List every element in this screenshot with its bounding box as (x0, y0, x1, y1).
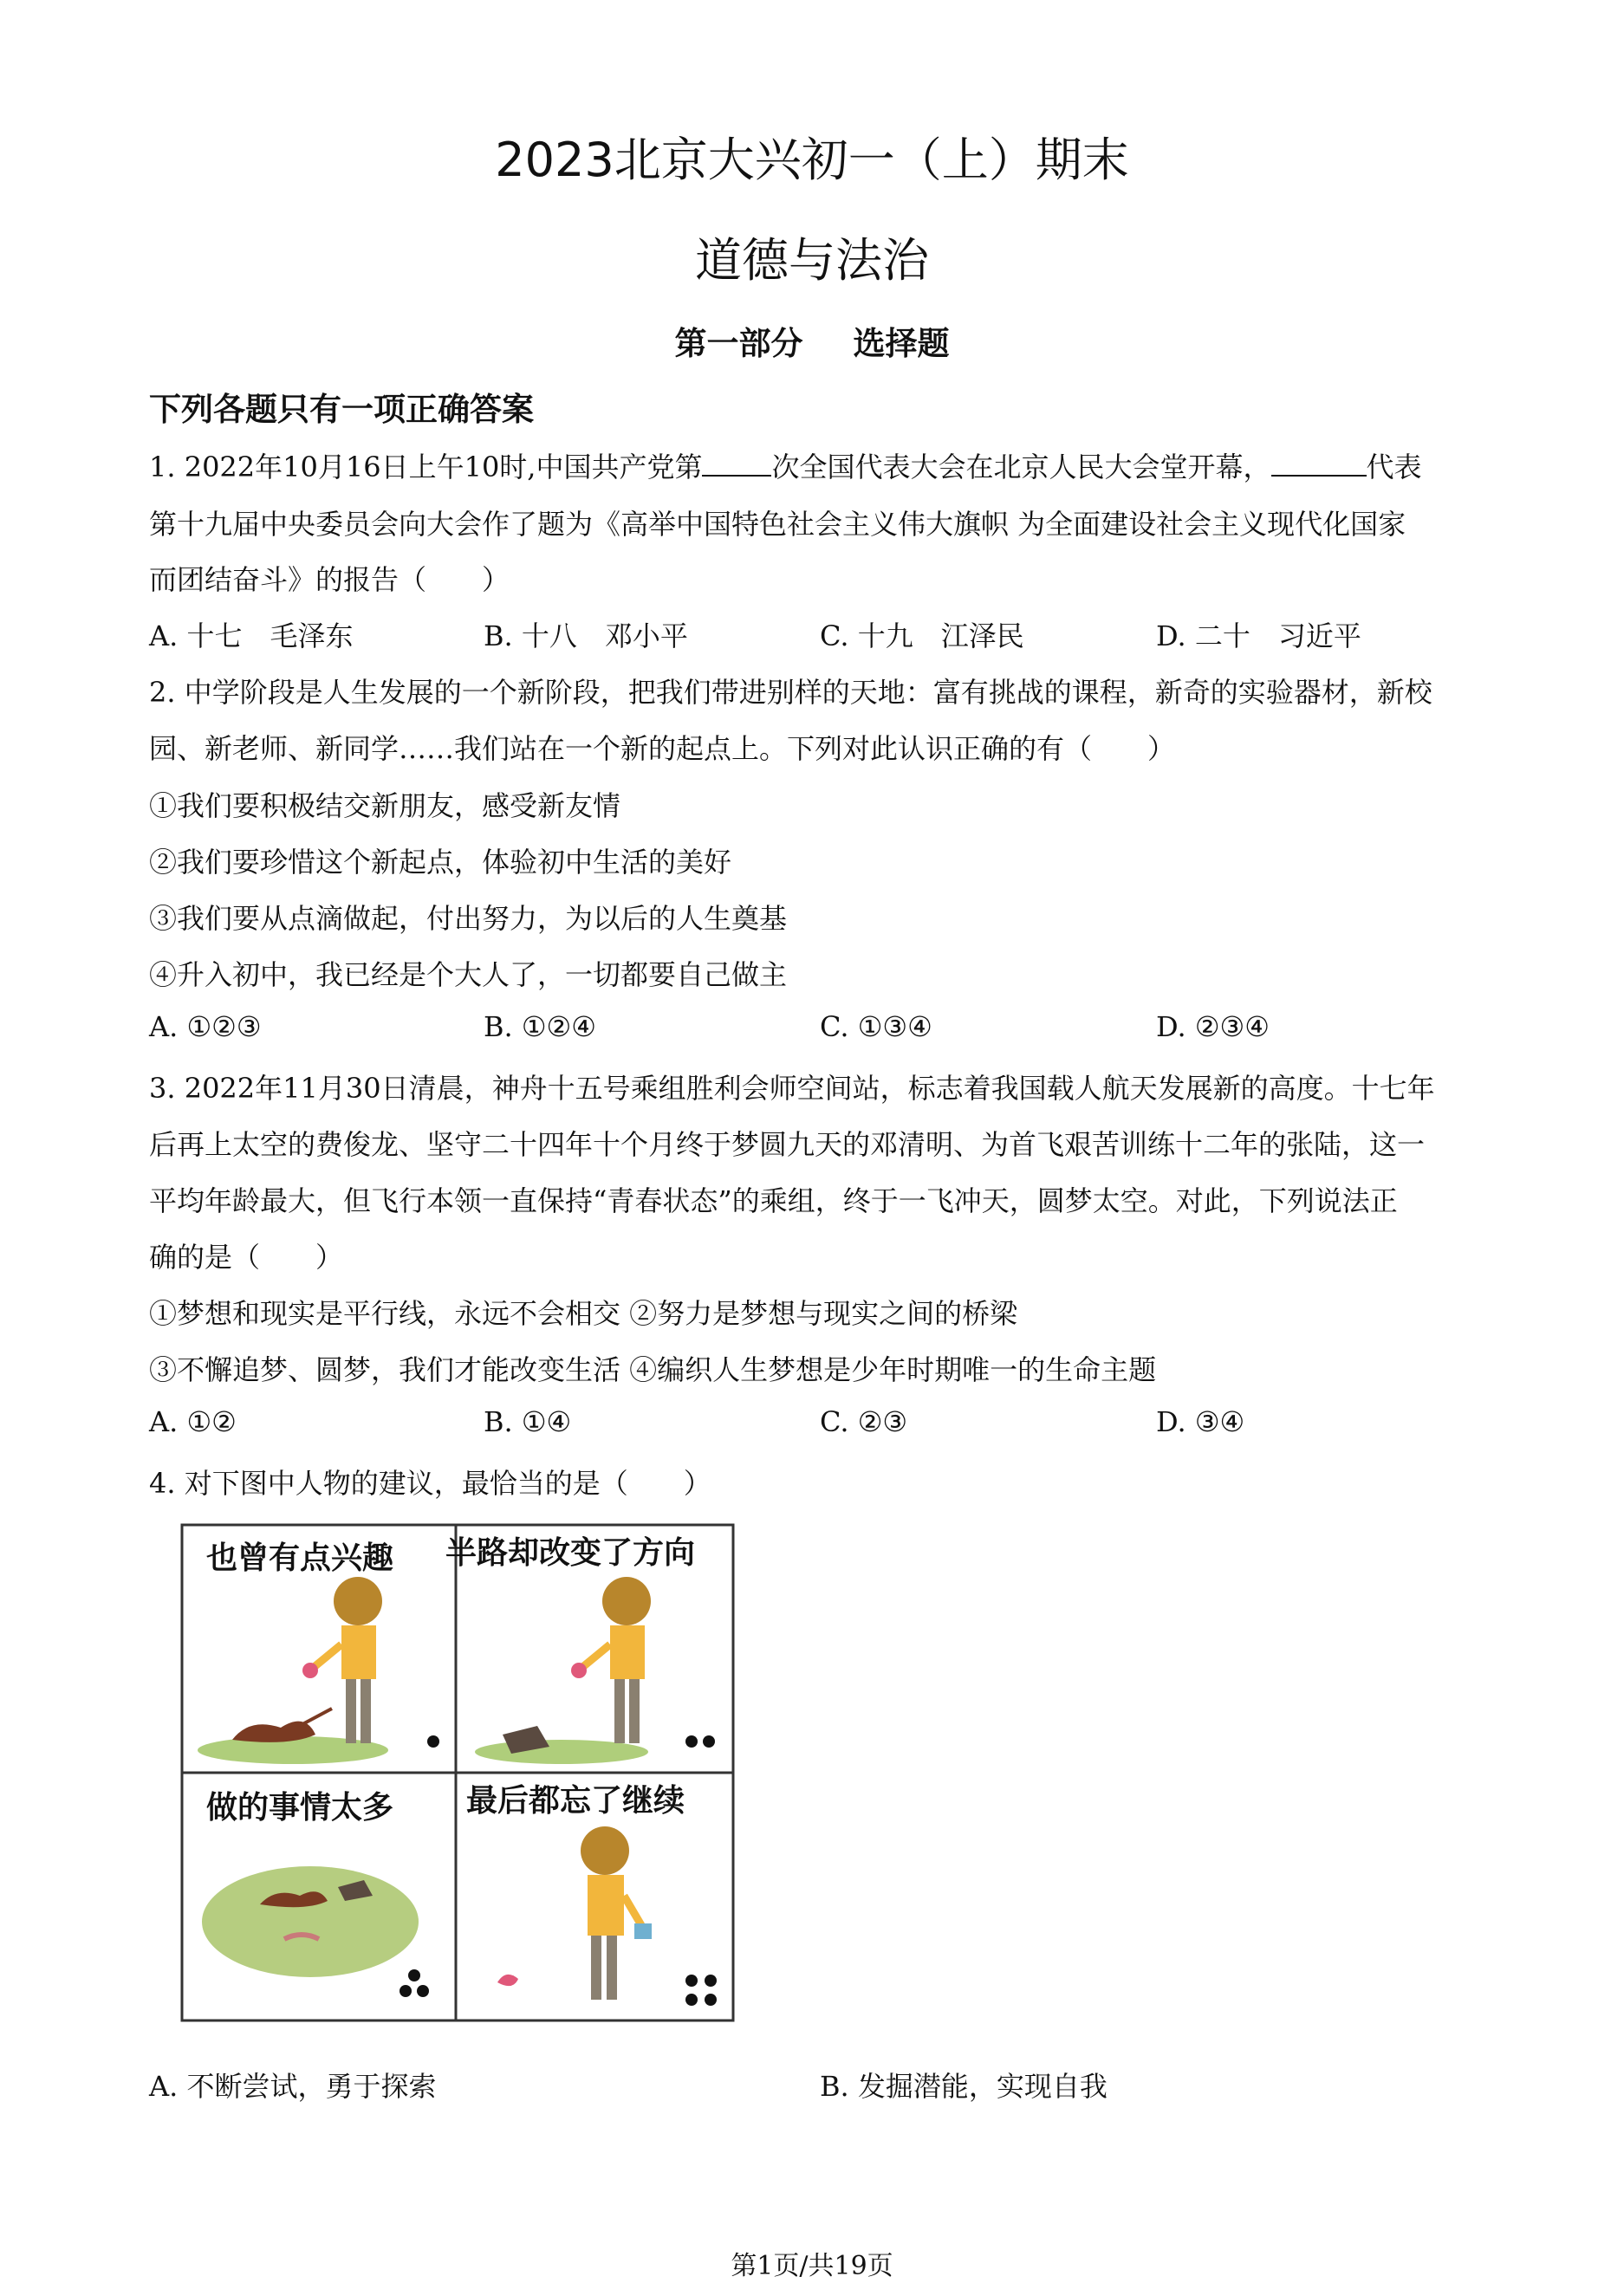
q1-option-a: A. 十七 毛泽东 (149, 619, 354, 652)
part-name: 选择题 (853, 325, 950, 362)
q1-blank-1 (702, 452, 771, 477)
q2-statement-2: ②我们要珍惜这个新起点，体验初中生活的美好 (149, 846, 732, 879)
q2-line-2: 园、新老师、新同学……我们站在一个新的起点上。下列对此认识正确的有（ ） (149, 732, 1176, 765)
q1-option-d: D. 二十 习近平 (1156, 619, 1361, 652)
q3-line-3: 平均年龄最大，但飞行本领一直保持“青春状态”的乘组，终于一飞冲天，圆梦太空。对此，下列说法正 (149, 1184, 1398, 1217)
section-heading: 下列各题只有一项正确答案 (149, 391, 534, 428)
q4-option-a: A. 不断尝试，勇于探索 (149, 2070, 437, 2103)
part-heading (0, 317, 1624, 364)
q3-option-a: A. ①② (149, 1405, 237, 1438)
q3-option-c: C. ②③ (820, 1405, 908, 1438)
q2-option-c: C. ①③④ (820, 1010, 932, 1043)
q1-blank-2 (1271, 452, 1367, 477)
subject-title: 道德与法治 (695, 233, 929, 288)
q1-option-b: B. 十八 邓小平 (484, 619, 688, 652)
q2-option-b: B. ①②④ (484, 1010, 596, 1043)
q3-statements-3-4: ③不懈追梦、圆梦，我们才能改变生活 ④编织人生梦想是少年时期唯一的生命主题 (149, 1353, 1157, 1386)
comic-caption-1: 也曾有点兴趣 (206, 1540, 394, 1576)
q3-statements-1-2: ①梦想和现实是平行线，永远不会相交 ②努力是梦想与现实之间的桥梁 (149, 1297, 1018, 1330)
q4-line-1: 4. 对下图中人物的建议，最恰当的是（ ） (149, 1467, 711, 1500)
q4-option-b: B. 发掘潜能，实现自我 (820, 2070, 1108, 2103)
q3-option-b: B. ①④ (484, 1405, 572, 1438)
exam-title: 2023北京大兴初一（上）期末 (495, 133, 1129, 187)
q2-option-a: A. ①②③ (149, 1010, 262, 1043)
q2-statement-1: ①我们要积极结交新朋友，感受新友情 (149, 789, 621, 822)
q1-line-2: 第十九届中央委员会向大会作了题为《高举中国特色社会主义伟大旗帜 为全面建设社会主义现代化国家 (149, 508, 1406, 541)
q2-line-1: 2. 中学阶段是人生发展的一个新阶段，把我们带进别样的天地：富有挑战的课程，新奇的实验器材，新校 (149, 676, 1432, 709)
q2-statement-4: ④升入初中，我已经是个大人了，一切都要自己做主 (149, 958, 788, 991)
page-footer: 第1页/共19页 (731, 2251, 893, 2281)
comic-caption-3: 做的事情太多 (206, 1790, 394, 1826)
q3-line-2: 后再上太空的费俊龙、坚守二十四年十个月终于梦圆九天的邓清明、为首飞艰苦训练十二年的张陆，这一 (149, 1128, 1426, 1161)
q4-comic (180, 1523, 735, 2022)
q1-option-c: C. 十九 江泽民 (820, 619, 1024, 652)
part-label: 第一部分 (674, 325, 803, 362)
comic-caption-2: 半路却改变了方向 (445, 1535, 696, 1571)
q2-statement-3: ③我们要从点滴做起，付出努力，为以后的人生奠基 (149, 902, 788, 935)
comic-caption-4: 最后都忘了继续 (466, 1783, 685, 1819)
q3-line-4: 确的是（ ） (149, 1241, 344, 1274)
q1-line-1: 1. 2022年10月16日上午10时,中国共产党第 次全国代表大会在北京人民大会堂开幕， 代表 (149, 451, 1422, 483)
q1-line-3: 而团结奋斗》的报告（ ） (149, 563, 510, 596)
q2-option-d: D. ②③④ (1156, 1010, 1270, 1043)
q3-option-d: D. ③④ (1156, 1405, 1245, 1438)
q3-line-1: 3. 2022年11月30日清晨，神舟十五号乘组胜利会师空间站，标志着我国载人航天发展新的高度。十七年 (149, 1072, 1435, 1105)
